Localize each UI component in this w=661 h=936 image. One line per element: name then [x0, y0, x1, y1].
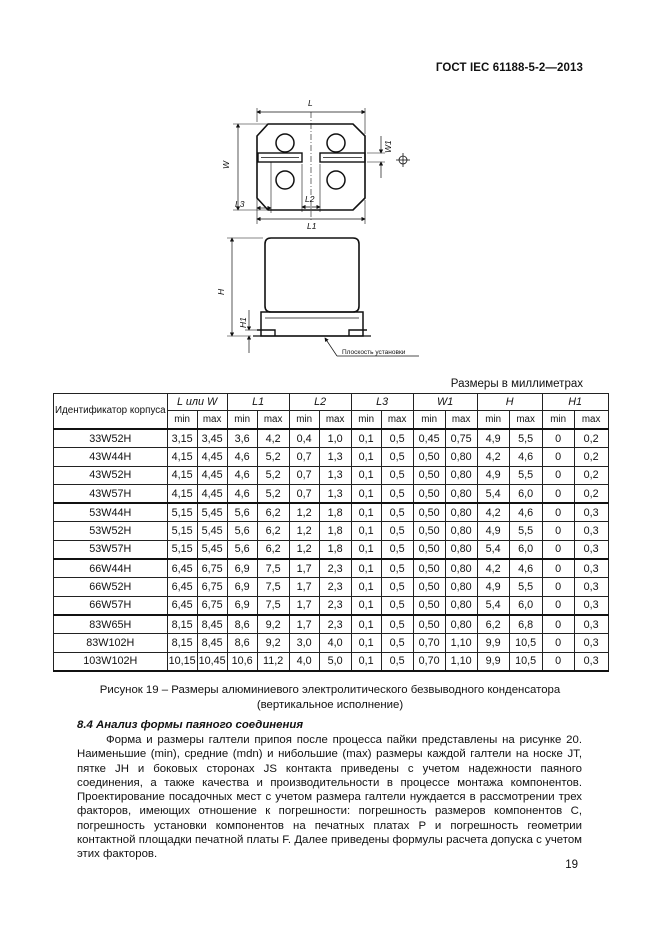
table-row [54, 466, 609, 484]
table-row [54, 596, 609, 615]
cell-value: 0,5 [381, 540, 413, 559]
cell-value: 0,2 [574, 484, 608, 503]
cell-value: 4,6 [227, 484, 257, 503]
cell-value: 0,5 [381, 522, 413, 540]
cell-value: 0 [542, 559, 574, 578]
cell-package-id: 43W52H [54, 466, 168, 484]
cell-value: 6,2 [257, 540, 289, 559]
cell-value: 4,45 [197, 466, 227, 484]
cell-value: 8,6 [227, 615, 257, 634]
cell-value: 0,1 [351, 522, 381, 540]
cell-value: 5,4 [477, 484, 509, 503]
cell-value: 6,75 [197, 596, 227, 615]
cell-value: 0 [542, 503, 574, 522]
cell-value: 1,3 [319, 448, 351, 466]
subheader-max: max [257, 411, 289, 430]
cell-value: 6,2 [257, 522, 289, 540]
subheader-min: min [167, 411, 197, 430]
cell-value: 4,6 [509, 559, 542, 578]
projection-symbol-icon [396, 153, 410, 167]
cell-value: 5,0 [319, 652, 351, 671]
cell-value: 0,50 [413, 484, 445, 503]
cell-value: 1,2 [289, 522, 319, 540]
cell-value: 0,50 [413, 578, 445, 596]
cell-value: 0,3 [574, 522, 608, 540]
cell-value: 0,50 [413, 466, 445, 484]
cell-value: 0 [542, 634, 574, 652]
cell-value: 0,5 [381, 484, 413, 503]
cell-value: 3,45 [197, 429, 227, 448]
label-L2: L2 [305, 194, 315, 204]
cell-value: 0,80 [445, 484, 477, 503]
cell-value: 9,2 [257, 634, 289, 652]
cell-value: 4,15 [167, 466, 197, 484]
side-view-base [261, 312, 363, 336]
header-L2: L2 [289, 394, 351, 411]
cell-value: 0 [542, 652, 574, 671]
header-L3: L3 [351, 394, 413, 411]
cell-value: 5,6 [227, 503, 257, 522]
mounting-plane-label: Плоскость установки [342, 349, 406, 356]
cell-value: 0 [542, 596, 574, 615]
cell-value: 10,45 [197, 652, 227, 671]
cell-value: 0,50 [413, 559, 445, 578]
table-row [54, 503, 609, 522]
cell-value: 0,75 [445, 429, 477, 448]
cell-package-id: 83W65H [54, 615, 168, 634]
header-L-or-W: L или W [167, 394, 227, 411]
cell-value: 0,3 [574, 652, 608, 671]
cell-value: 0,1 [351, 559, 381, 578]
cell-value: 0 [542, 484, 574, 503]
subheader-max: max [197, 411, 227, 430]
subheader-max: max [509, 411, 542, 430]
table-row [54, 429, 609, 448]
cell-value: 1,8 [319, 540, 351, 559]
cell-value: 0,50 [413, 503, 445, 522]
cell-value: 4,9 [477, 578, 509, 596]
pad-hole [276, 171, 294, 189]
cell-value: 1,7 [289, 596, 319, 615]
header-L1: L1 [227, 394, 289, 411]
cell-value: 4,2 [477, 448, 509, 466]
cell-value: 0,3 [574, 615, 608, 634]
subheader-max: max [574, 411, 608, 430]
subheader-max: max [319, 411, 351, 430]
subheader-max: max [445, 411, 477, 430]
cell-value: 8,45 [197, 615, 227, 634]
cell-value: 5,4 [477, 596, 509, 615]
cell-value: 6,2 [257, 503, 289, 522]
caption-line-2: (вертикальное исполнение) [256, 699, 404, 711]
section-title: 8.4 Анализ формы паяного соединения [77, 719, 304, 731]
cell-value: 0 [542, 429, 574, 448]
cell-value: 7,5 [257, 559, 289, 578]
cell-value: 0,50 [413, 596, 445, 615]
cell-value: 1,7 [289, 615, 319, 634]
cell-package-id: 66W57H [54, 596, 168, 615]
cell-value: 6,45 [167, 596, 197, 615]
cell-value: 4,15 [167, 484, 197, 503]
subheader-min: min [289, 411, 319, 430]
cell-value: 0,5 [381, 615, 413, 634]
table-row [54, 559, 609, 578]
cell-value: 5,6 [227, 540, 257, 559]
cell-value: 0,50 [413, 448, 445, 466]
paragraph-text: Форма и размеры галтели припоя после процесса пайки представлены на рисунке 20. Наименьшие (min), средние (mdn) и нибольшие (max) размеры каждой галтели на носке JT, пятке JH и боковых сторонах JS контакта приведены с учетом надежности паяного соединения, а также качества и производительности в процессе монтажа компонентов. Проектирование посадочных мест с учетом размера галтели нуждается в рассмотрении трех факторов, имеющих отношение к погрешности: погрешность размеров компонентов C, погрешность установки компонентов на печатных платах P и погрешность геометрии контактной площадки печатной платы F. Далее приведены формулы расчета допуска с учетом этих факторов. [77, 734, 582, 861]
table-row [54, 634, 609, 652]
cell-value: 0,4 [289, 429, 319, 448]
subheader-min: min [413, 411, 445, 430]
standard-designation: ГОСТ IEC 61188-5-2—2013 [435, 62, 583, 74]
cell-package-id: 83W102H [54, 634, 168, 652]
cell-value: 0,80 [445, 540, 477, 559]
cell-value: 0,3 [574, 578, 608, 596]
cell-value: 6,8 [509, 615, 542, 634]
cell-value: 0,5 [381, 596, 413, 615]
cell-value: 11,2 [257, 652, 289, 671]
cell-value: 0 [542, 522, 574, 540]
cell-value: 5,5 [509, 522, 542, 540]
cell-value: 0,45 [413, 429, 445, 448]
cell-value: 0,1 [351, 448, 381, 466]
table-row [54, 652, 609, 671]
cell-value: 8,6 [227, 634, 257, 652]
cell-value: 8,15 [167, 634, 197, 652]
cell-value: 0,5 [381, 448, 413, 466]
cell-value: 4,9 [477, 466, 509, 484]
cell-package-id: 43W57H [54, 484, 168, 503]
cell-value: 0,50 [413, 540, 445, 559]
page-number: 19 [565, 859, 578, 871]
label-L3: L3 [235, 199, 245, 209]
pad-hole [276, 134, 294, 152]
cell-value: 6,75 [197, 559, 227, 578]
cell-value: 1,10 [445, 652, 477, 671]
cell-value: 4,6 [509, 448, 542, 466]
cell-value: 2,3 [319, 559, 351, 578]
figure-caption [40, 683, 620, 713]
cell-value: 4,45 [197, 484, 227, 503]
dimensions-table [53, 393, 609, 672]
cell-value: 5,45 [197, 503, 227, 522]
cell-value: 1,10 [445, 634, 477, 652]
cell-value: 6,0 [509, 540, 542, 559]
cell-value: 10,5 [509, 634, 542, 652]
cell-value: 0 [542, 466, 574, 484]
cell-value: 5,45 [197, 522, 227, 540]
cell-value: 0,7 [289, 484, 319, 503]
cell-value: 6,75 [197, 578, 227, 596]
cell-value: 4,45 [197, 448, 227, 466]
table-row [54, 540, 609, 559]
caption-line-1: Рисунок 19 – Размеры алюминиевого электролитического безвыводного конденсатора [99, 684, 561, 696]
capacitor-drawing [205, 88, 440, 373]
cell-value: 0,1 [351, 540, 381, 559]
cell-package-id: 103W102H [54, 652, 168, 671]
cell-value: 1,2 [289, 503, 319, 522]
table-row [54, 522, 609, 540]
cell-value: 0,1 [351, 578, 381, 596]
pad-hole [327, 134, 345, 152]
cell-value: 5,15 [167, 503, 197, 522]
cell-value: 4,6 [227, 448, 257, 466]
cell-value: 1,3 [319, 466, 351, 484]
cell-value: 8,15 [167, 615, 197, 634]
cell-value: 4,2 [477, 559, 509, 578]
cell-package-id: 53W52H [54, 522, 168, 540]
cell-value: 0,5 [381, 578, 413, 596]
cell-package-id: 53W57H [54, 540, 168, 559]
cell-value: 0,3 [574, 634, 608, 652]
label-W: W [221, 160, 231, 169]
cell-value: 0,5 [381, 559, 413, 578]
cell-package-id: 53W44H [54, 503, 168, 522]
header-H: H [477, 394, 542, 411]
cell-value: 0,80 [445, 522, 477, 540]
cell-value: 0,2 [574, 466, 608, 484]
cell-value: 0,50 [413, 615, 445, 634]
cell-value: 0,7 [289, 466, 319, 484]
table-row [54, 578, 609, 596]
cell-value: 5,5 [509, 429, 542, 448]
cell-value: 6,45 [167, 578, 197, 596]
subheader-min: min [542, 411, 574, 430]
cell-value: 4,2 [477, 503, 509, 522]
cell-value: 2,3 [319, 596, 351, 615]
cell-value: 1,8 [319, 503, 351, 522]
cell-value: 4,9 [477, 522, 509, 540]
units-note: Размеры в миллиметрах [450, 378, 583, 390]
cell-value: 0,80 [445, 448, 477, 466]
section-paragraph [77, 733, 582, 862]
cell-value: 4,0 [289, 652, 319, 671]
cell-value: 4,6 [227, 466, 257, 484]
cell-value: 5,5 [509, 466, 542, 484]
cell-value: 9,9 [477, 652, 509, 671]
cell-value: 0 [542, 448, 574, 466]
cell-value: 6,9 [227, 578, 257, 596]
cell-value: 9,2 [257, 615, 289, 634]
cell-value: 0,1 [351, 652, 381, 671]
cell-value: 4,2 [257, 429, 289, 448]
cell-value: 6,9 [227, 559, 257, 578]
cell-value: 3,15 [167, 429, 197, 448]
cell-value: 5,15 [167, 522, 197, 540]
cell-value: 6,45 [167, 559, 197, 578]
cell-value: 0,5 [381, 634, 413, 652]
cell-value: 5,15 [167, 540, 197, 559]
cell-value: 6,0 [509, 484, 542, 503]
cell-value: 4,6 [509, 503, 542, 522]
table-row [54, 615, 609, 634]
cell-value: 7,5 [257, 578, 289, 596]
cell-value: 1,7 [289, 578, 319, 596]
subheader-max: max [381, 411, 413, 430]
cell-value: 0,70 [413, 652, 445, 671]
cell-value: 0,5 [381, 503, 413, 522]
cell-value: 0,80 [445, 596, 477, 615]
cell-value: 0,5 [381, 466, 413, 484]
cell-value: 5,2 [257, 484, 289, 503]
cell-value: 0,5 [381, 429, 413, 448]
label-H: H [216, 288, 226, 295]
cell-value: 6,2 [477, 615, 509, 634]
cell-value: 0,2 [574, 448, 608, 466]
cell-value: 0,70 [413, 634, 445, 652]
cell-value: 0,3 [574, 559, 608, 578]
label-L: L [308, 98, 313, 108]
cell-package-id: 66W44H [54, 559, 168, 578]
subheader-min: min [227, 411, 257, 430]
cell-value: 2,3 [319, 615, 351, 634]
cell-value: 0,80 [445, 503, 477, 522]
cell-value: 0,3 [574, 540, 608, 559]
cell-value: 6,9 [227, 596, 257, 615]
cell-value: 2,3 [319, 578, 351, 596]
cell-value: 10,5 [509, 652, 542, 671]
cell-value: 0,1 [351, 429, 381, 448]
cell-value: 0,1 [351, 596, 381, 615]
subheader-min: min [351, 411, 381, 430]
header-H1: H1 [542, 394, 608, 411]
cell-value: 0,3 [574, 503, 608, 522]
cell-value: 0,1 [351, 466, 381, 484]
cell-value: 0 [542, 578, 574, 596]
cell-value: 10,15 [167, 652, 197, 671]
cell-value: 4,9 [477, 429, 509, 448]
cell-value: 0,50 [413, 522, 445, 540]
cell-value: 0,1 [351, 615, 381, 634]
cell-value: 0,80 [445, 615, 477, 634]
cell-value: 0,1 [351, 503, 381, 522]
cell-value: 0,7 [289, 448, 319, 466]
cell-value: 0,2 [574, 429, 608, 448]
cell-package-id: 33W52H [54, 429, 168, 448]
cell-value: 5,4 [477, 540, 509, 559]
pad-hole [327, 171, 345, 189]
cell-value: 0,80 [445, 578, 477, 596]
cell-package-id: 66W52H [54, 578, 168, 596]
cell-value: 5,6 [227, 522, 257, 540]
cell-value: 0 [542, 615, 574, 634]
cell-value: 1,2 [289, 540, 319, 559]
label-L1: L1 [307, 221, 317, 231]
header-W1: W1 [413, 394, 477, 411]
cell-value: 0,5 [381, 652, 413, 671]
cell-value: 0,1 [351, 484, 381, 503]
side-view-body [265, 238, 359, 312]
cell-value: 3,6 [227, 429, 257, 448]
cell-value: 1,7 [289, 559, 319, 578]
cell-value: 5,2 [257, 466, 289, 484]
cell-value: 0,80 [445, 559, 477, 578]
cell-value: 10,6 [227, 652, 257, 671]
cell-value: 7,5 [257, 596, 289, 615]
cell-value: 0,3 [574, 596, 608, 615]
cell-value: 1,8 [319, 522, 351, 540]
table-row [54, 484, 609, 503]
cell-value: 0,80 [445, 466, 477, 484]
table-row [54, 448, 609, 466]
cell-value: 1,0 [319, 429, 351, 448]
cell-value: 6,0 [509, 596, 542, 615]
label-H1: H1 [238, 317, 248, 328]
cell-value: 4,0 [319, 634, 351, 652]
cell-value: 5,5 [509, 578, 542, 596]
cell-value: 5,45 [197, 540, 227, 559]
cell-value: 9,9 [477, 634, 509, 652]
cell-value: 5,2 [257, 448, 289, 466]
cell-value: 0,1 [351, 634, 381, 652]
label-W1: W1 [383, 140, 393, 153]
subheader-min: min [477, 411, 509, 430]
cell-value: 0 [542, 540, 574, 559]
cell-package-id: 43W44H [54, 448, 168, 466]
cell-value: 8,45 [197, 634, 227, 652]
cell-value: 3,0 [289, 634, 319, 652]
header-id: Идентификатор корпуса [54, 394, 168, 430]
cell-value: 4,15 [167, 448, 197, 466]
cell-value: 1,3 [319, 484, 351, 503]
